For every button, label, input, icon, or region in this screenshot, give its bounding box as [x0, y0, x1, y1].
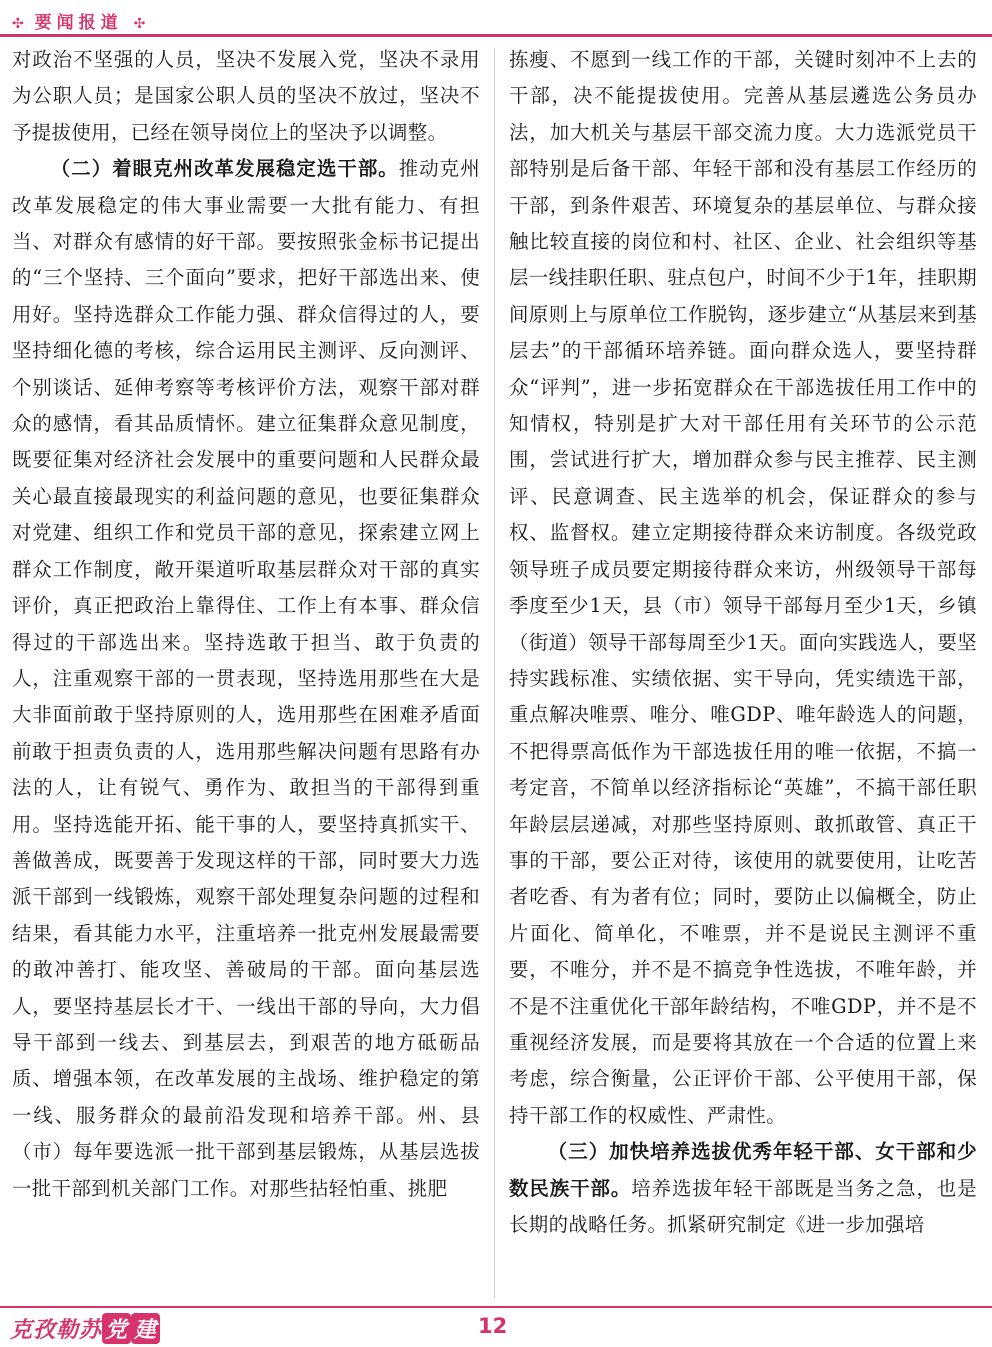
brand-text: 克孜勒苏 [10, 1318, 103, 1343]
section-heading: （二）着眼克州改革发展稳定选干部。 [50, 157, 399, 181]
paragraph: 拣瘦、不愿到一线工作的干部，关键时刻冲不上去的干部，决不能提拔使用。完善从基层遴选公务员办法，加大机关与基层干部交流力度。大力选派党员干部特别是后备干部、年轻干部和没有基层工作经历的干部，到条件艰苦、环境复杂的基层单位、与群众接触比较直接的岗位和村、社区、企业、社会组织等基层一线挂职任职、驻点包户，时间不少于1年，挂职期间原则上与原单位工作脱钩，逐步建立“从基层来到基层去”的干部循环培养链。面向群众选人，要坚持群众“评判”，进一步拓宽群众在干部选拔任用工作中的知情权，特别是扩大对干部任用有关环节的公示范围，尝试进行扩大，增加群众参与民主推荐、民主测评、民意调查、民主选举的机会，保证群众的参与权、监督权。建立定期接待群众来访制度。各级党政领导班子成员要定期接待群众来访，州级领导干部每季度至少1天，县（市）领导干部每月至少1天，乡镇（街道）领导干部每周至少1天。面向实践选人，要坚持实践标准、实绩依据、实干导向，凭实绩选干部，重点解决唯票、唯分、唯GDP、唯年龄选人的问题，不把得票高低作为干部选拔任用的唯一依据，不搞一考定音，不简单以经济指标论“英雄”，不搞干部任职年龄层层递减，对那些坚持原则、敢抓敢管、真正干事的干部，要公正对待，该使用的就要使用，让吃苦者吃香、有为者有位；同时，要防止以偏概全，防止片面化、简单化，不唯票，并不是说民主测评不重要，不唯分，并不是不搞竞争性选拔，不唯年龄，并不是不注重优化干部年龄结构，不唯GDP，并不是不重视经济发展，而是要将其放在一个合适的位置上来考虑，综合衡量，公正评价干部、公平使用干部，保持干部工作的权威性、严肃性。 [509, 48, 977, 1127]
brand-mark-party: 党 [102, 1313, 131, 1344]
footer-divider [0, 1306, 992, 1308]
paragraph-section-two [12, 151, 480, 1207]
section-title: 要闻报道 [34, 13, 123, 33]
section-title-bar [12, 8, 145, 33]
publication-brand [10, 1313, 160, 1344]
article-column-right [509, 42, 977, 1243]
article-column-left [12, 42, 480, 1207]
paragraph-section-three [509, 1134, 977, 1243]
header-divider [0, 34, 992, 37]
paragraph-body: 培养选拔年轻干部既是当务之急，也是长期的战略任务。抓紧研究制定《进一步加强培 [509, 1176, 977, 1236]
page-header [0, 0, 992, 44]
column-divider [494, 48, 495, 1298]
page-number: 12 [478, 1314, 508, 1338]
ornament-left-icon: ✣ [12, 16, 24, 32]
paragraph: 对政治不坚强的人员，坚决不发展入党，坚决不录用为公职人员；是国家公职人员的坚决不放过，坚决不予提拔使用，已经在领导岗位上的坚决予以调整。 [12, 48, 480, 144]
brand-mark-build: 建 [131, 1313, 160, 1344]
ornament-right-icon: ✣ [133, 16, 146, 32]
section-heading: （三）加快培养选拔优秀年轻干部、女干部和少数民族干部。 [509, 1140, 977, 1200]
paragraph-body: 推动克州改革发展稳定的伟大事业需要一大批有能力、有担当、对群众有感情的好干部。要按照张金标书记提出的“三个坚持、三个面向”要求，把好干部选出来、使用好。坚持选群众工作能力强、群众信得过的人，要坚持细化德的考核，综合运用民主测评、反向测评、个别谈话、延伸考察等考核评价方法，观察干部对群众的感情，看其品质情怀。建立征集群众意见制度，既要征集对经济社会发展中的重要问题和人民群众最关心最直接最现实的利益问题的意见，也要征集群众对党建、组织工作和党员干部的意见，探索建立网上群众工作制度，敞开渠道听取基层群众对干部的真实评价，真正把政治上靠得住、工作上有本事、群众信得过的干部选出来。坚持选敢于担当、敢于负责的人，注重观察干部的一贯表现，坚持选用那些在大是大非面前敢于坚持原则的人，选用那些在困难矛盾面前敢于担责负责的人，选用那些解决问题有思路有办法的人，让有锐气、勇作为、敢担当的干部得到重用。坚持选能开拓、能干事的人，要坚持真抓实干、善做善成，既要善于发现这样的干部，同时要大力选派干部到一线锻炼，观察干部处理复杂问题的过程和结果，看其能力水平，注重培养一批克州发展最需要的敢冲善打、能攻坚、善破局的干部。面向基层选人，要坚持基层长才干、一线出干部的导向，大力倡导干部到一线去、到基层去，到艰苦的地方砥砺品质、增强本领，在改革发展的主战场、维护稳定的第一线、服务群众的最前沿发现和培养干部。州、县（市）每年要选派一批干部到基层锻炼，从基层选拔一批干部到机关部门工作。对那些拈轻怕重、挑肥 [12, 157, 480, 1200]
